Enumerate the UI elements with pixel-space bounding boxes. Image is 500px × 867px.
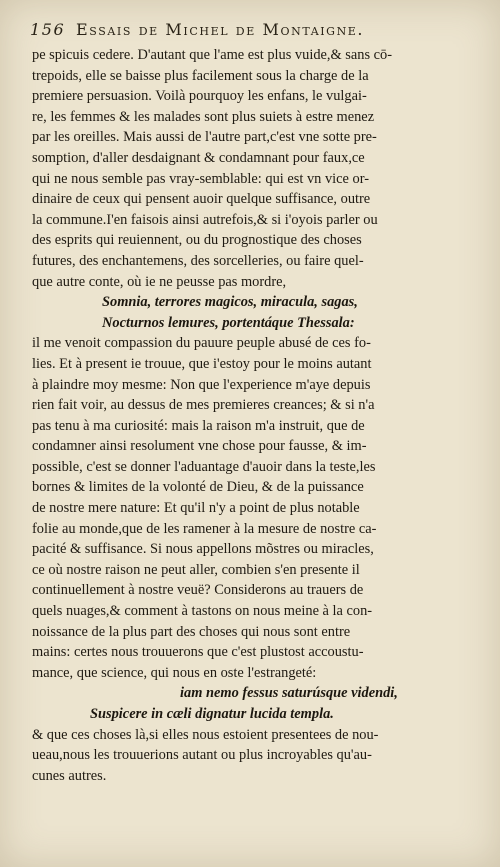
verse-line: Suspicere in cæli dignatur lucida templa.	[90, 706, 334, 722]
text-line: & que ces choses là,si elles nous estoient presentees de nou-	[32, 726, 379, 743]
verse-line: Somnia, terrores magicos, miracula, sagas,	[102, 294, 358, 311]
text-line: possible, c'est se donner l'aduantage d'auoir dans la teste,les	[32, 458, 376, 475]
text-line: folie au monde,que de les ramener à la mesure de nostre ca-	[32, 520, 377, 537]
text-line: rien fait voir, au dessus de mes premieres creances; & si n'a	[32, 397, 375, 414]
text-line: mance, que science, qui nous en oste l'estrangeté:	[32, 664, 317, 681]
text-line: des esprits qui reuiennent, ou du prognostique des choses	[32, 232, 362, 249]
text-line: lies. Et à present ie trouue, que i'estoy pour le moins autant	[32, 355, 372, 372]
verse-line: iam nemo fessus saturúsque videndi,	[180, 685, 398, 702]
text-line: somption, d'aller desdaignant & condamnant pour faux,ce	[32, 149, 365, 166]
text-line: pacité & suffisance. Si nous appellons mõstres ou miracles,	[32, 541, 374, 558]
text-line: ce où nostre raison ne peut aller, combien s'en presente il	[32, 561, 360, 578]
text-line: continuellement à nostre veuë? Considerons au trauers de	[32, 582, 364, 599]
text-line: de nostre mere nature: Et qu'il n'y a point de plus notable	[32, 500, 360, 517]
text-line: qui ne nous semble pas vray-semblable: qui est vn vice or-	[32, 170, 370, 187]
page-number: 156	[30, 20, 66, 39]
body-text	[32, 45, 482, 786]
text-line: bornes & limites de la volonté de Dieu, & de la puissance	[32, 479, 364, 496]
text-line: à plaindre moy mesme: Non que l'experience m'aye depuis	[32, 376, 371, 393]
text-line: pe spicuis cedere. D'autant que l'ame est plus vuide,& sans cō-	[32, 47, 393, 63]
text-line: condamner ainsi resolument vne chose pour fausse, & im-	[32, 438, 367, 455]
text-line: que autre conte, où ie ne peusse pas mordre,	[32, 273, 287, 290]
text-line: futures, des enchantemens, des sorcelleries, ou faire quel-	[32, 252, 364, 269]
text-line: dinaire de ceux qui pensent auoir quelque suffisance, outre	[32, 191, 371, 208]
running-title: Essais de Michel de Montaigne.	[76, 20, 365, 39]
text-line: trepoids, elle se baisse plus facilement sous la charge de la	[32, 67, 369, 84]
text-line: premiere persuasion. Voilà pourquoy les enfans, le vulgai-	[32, 88, 367, 105]
text-line: cunes autres.	[32, 767, 107, 784]
text-line: re, les femmes & les malades sont plus suiets à estre menez	[32, 108, 375, 125]
text-line: par les oreilles. Mais aussi de l'autre part,c'est vne sotte pre-	[32, 129, 377, 146]
text-line: la commune.I'en faisois ainsi autrefois,& si i'oyois parler ou	[32, 211, 378, 228]
text-line: pas tenu à ma curiosité: mais la raison m'a instruit, que de	[32, 417, 365, 434]
text-line: ueau,nous les trouuerions autant ou plus incroyables qu'au-	[32, 747, 372, 764]
text-line: mains: certes nous trouuerons que c'est plustost accoustu-	[32, 644, 364, 661]
text-line: quels nuages,& comment à tastons on nous meine à la con-	[32, 603, 373, 620]
text-line: noissance de la plus part des choses qui nous sont entre	[32, 623, 351, 640]
text-line: il me venoit compassion du pauure peuple abusé de ces fo-	[32, 335, 371, 352]
page-header	[30, 20, 470, 42]
verse-line: Nocturnos lemures, portentáque Thessala:	[102, 314, 355, 331]
